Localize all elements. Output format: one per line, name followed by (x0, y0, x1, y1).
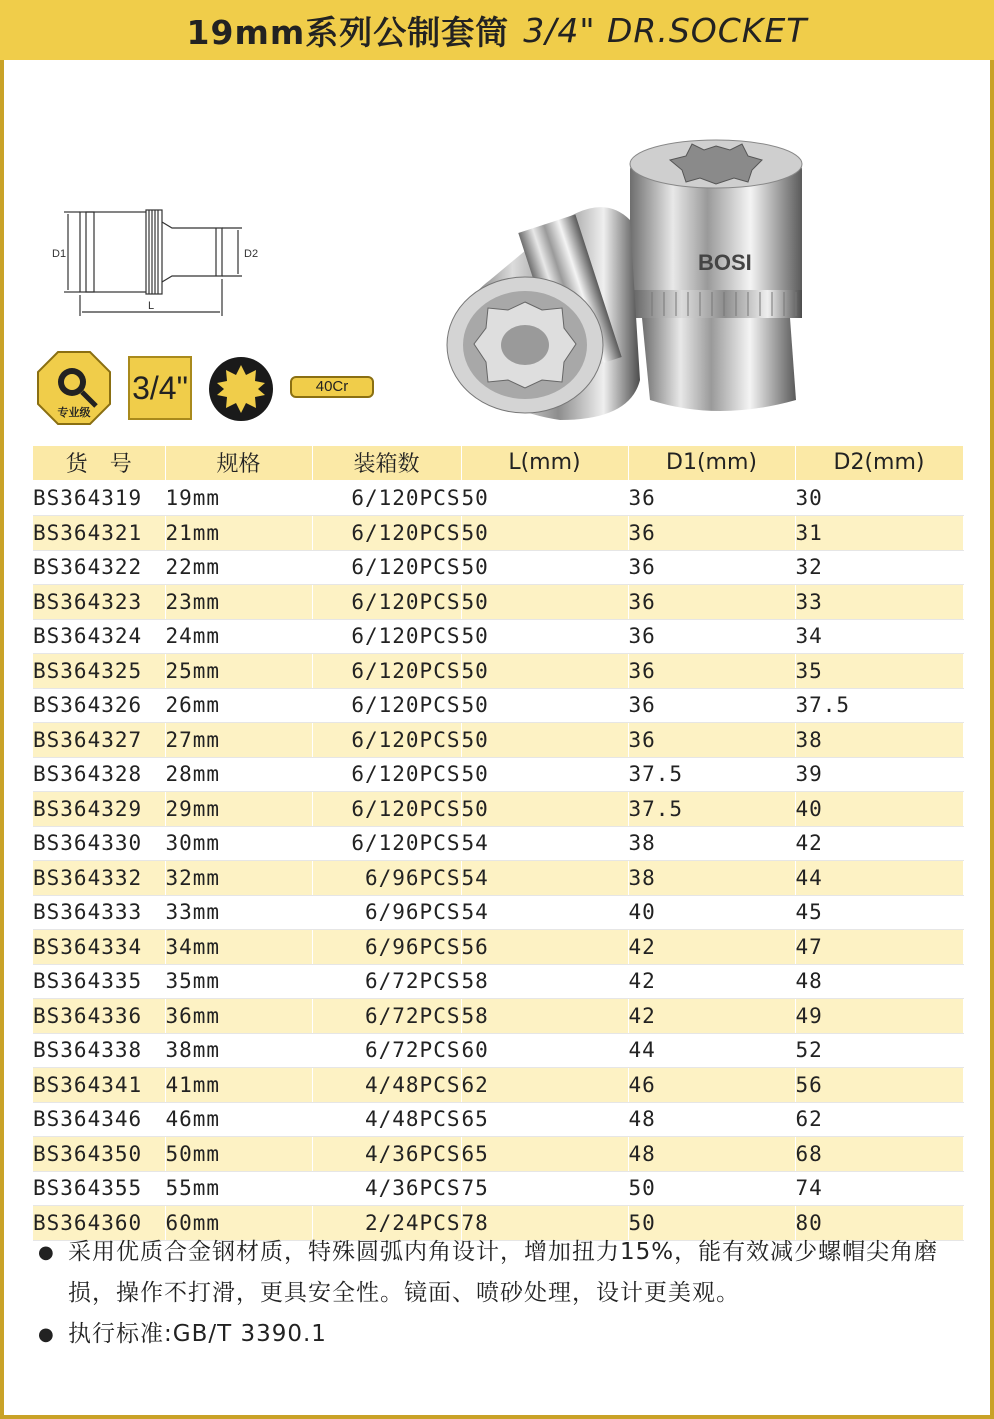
cell-l: 50 (461, 792, 628, 827)
cell-l: 54 (461, 826, 628, 861)
cell-l: 50 (461, 619, 628, 654)
cell-pack: 6/120PCS (312, 550, 461, 585)
cell-d2: 47 (795, 930, 963, 965)
header-l: L(mm) (461, 446, 628, 481)
bullet-icon: ● (38, 1242, 55, 1263)
cell-d1: 38 (628, 861, 795, 896)
cell-pack: 6/120PCS (312, 757, 461, 792)
cell-d2: 42 (795, 826, 963, 861)
cell-size: 35mm (165, 964, 312, 999)
cell-size: 26mm (165, 688, 312, 723)
table-row (33, 654, 963, 689)
table-row (33, 930, 963, 965)
cell-pack: 6/120PCS (312, 654, 461, 689)
cell-d1: 36 (628, 585, 795, 620)
cell-size: 55mm (165, 1171, 312, 1206)
cell-size: 41mm (165, 1068, 312, 1103)
cell-d2: 62 (795, 1102, 963, 1137)
cell-code: BS364322 (33, 550, 165, 585)
cell-d1: 36 (628, 654, 795, 689)
cell-d1: 46 (628, 1068, 795, 1103)
cell-d1: 36 (628, 688, 795, 723)
table-row (33, 1102, 963, 1137)
cell-pack: 6/120PCS (312, 481, 461, 516)
cell-size: 25mm (165, 654, 312, 689)
cell-pack: 6/96PCS (312, 895, 461, 930)
product-notes (38, 1232, 963, 1355)
cell-d1: 37.5 (628, 792, 795, 827)
cell-size: 50mm (165, 1137, 312, 1172)
table-row (33, 688, 963, 723)
cell-pack: 2/24PCS (312, 1206, 461, 1241)
cell-code: BS364325 (33, 654, 165, 689)
cell-code: BS364338 (33, 1033, 165, 1068)
table-row (33, 585, 963, 620)
cell-code: BS364319 (33, 481, 165, 516)
table-row (33, 1068, 963, 1103)
cell-l: 58 (461, 999, 628, 1034)
cell-size: 60mm (165, 1206, 312, 1241)
twelve-point-icon (208, 356, 274, 422)
title-bar (0, 0, 994, 60)
cell-l: 50 (461, 516, 628, 551)
cell-pack: 6/72PCS (312, 999, 461, 1034)
cell-size: 24mm (165, 619, 312, 654)
cell-d2: 30 (795, 481, 963, 516)
cell-d1: 44 (628, 1033, 795, 1068)
title-english: 3/4" DR.SOCKET (523, 10, 808, 50)
cell-d2: 38 (795, 723, 963, 758)
cell-code: BS364324 (33, 619, 165, 654)
note-text: 执行标准:GB/T 3390.1 (68, 1321, 327, 1347)
header-code: 货 号 (33, 446, 165, 481)
cell-d1: 37.5 (628, 757, 795, 792)
socket-product-photo (430, 130, 850, 430)
professional-grade-label: 专业级 (57, 406, 91, 419)
cell-d1: 36 (628, 619, 795, 654)
note-material (38, 1232, 963, 1314)
cell-pack: 6/120PCS (312, 723, 461, 758)
note-standard (38, 1314, 963, 1355)
cell-pack: 4/36PCS (312, 1171, 461, 1206)
cell-size: 46mm (165, 1102, 312, 1137)
cell-d1: 42 (628, 930, 795, 965)
cell-code: BS364335 (33, 964, 165, 999)
spec-table (33, 446, 964, 1241)
table-row (33, 999, 963, 1034)
cell-l: 50 (461, 688, 628, 723)
cell-d1: 38 (628, 826, 795, 861)
cell-d2: 80 (795, 1206, 963, 1241)
cell-d2: 45 (795, 895, 963, 930)
cell-l: 78 (461, 1206, 628, 1241)
table-row (33, 757, 963, 792)
table-row (33, 1171, 963, 1206)
cell-d2: 44 (795, 861, 963, 896)
cell-pack: 6/72PCS (312, 964, 461, 999)
cell-d1: 36 (628, 550, 795, 585)
cell-pack: 6/120PCS (312, 688, 461, 723)
table-row (33, 550, 963, 585)
photo-brand-mark: BOSI (698, 250, 752, 275)
cell-d1: 42 (628, 964, 795, 999)
cell-size: 29mm (165, 792, 312, 827)
table-row (33, 516, 963, 551)
cell-code: BS364334 (33, 930, 165, 965)
cell-d2: 31 (795, 516, 963, 551)
cell-code: BS364333 (33, 895, 165, 930)
cell-pack: 6/72PCS (312, 1033, 461, 1068)
cell-d2: 34 (795, 619, 963, 654)
cell-d1: 40 (628, 895, 795, 930)
cell-pack: 6/96PCS (312, 861, 461, 896)
cell-d1: 50 (628, 1206, 795, 1241)
cell-d2: 35 (795, 654, 963, 689)
table-row (33, 792, 963, 827)
cell-d1: 36 (628, 516, 795, 551)
table-row (33, 723, 963, 758)
cell-code: BS364329 (33, 792, 165, 827)
cell-code: BS364346 (33, 1102, 165, 1137)
note-text: 采用优质合金钢材质，特殊圆弧内角设计，增加扭力15%，能有效减少螺帽尖角磨损，操作不打滑，更具安全性。镜面、喷砂处理，设计更美观。 (68, 1239, 939, 1306)
cell-d1: 36 (628, 723, 795, 758)
cell-size: 23mm (165, 585, 312, 620)
cell-size: 21mm (165, 516, 312, 551)
drive-size-badge: 3/4" (128, 356, 192, 420)
cell-pack: 6/120PCS (312, 585, 461, 620)
cell-l: 75 (461, 1171, 628, 1206)
cell-code: BS364360 (33, 1206, 165, 1241)
diagram-label-d1: D1 (52, 248, 67, 260)
table-row (33, 1033, 963, 1068)
cell-d1: 50 (628, 1171, 795, 1206)
cell-pack: 6/120PCS (312, 619, 461, 654)
header-d1: D1(mm) (628, 446, 795, 481)
cell-size: 30mm (165, 826, 312, 861)
cell-size: 32mm (165, 861, 312, 896)
cell-pack: 4/48PCS (312, 1068, 461, 1103)
title-chinese: 19mm系列公制套筒 (186, 12, 510, 52)
cell-l: 65 (461, 1137, 628, 1172)
cell-code: BS364341 (33, 1068, 165, 1103)
diagram-label-d2: D2 (244, 248, 259, 260)
cell-size: 27mm (165, 723, 312, 758)
professional-grade-icon (36, 350, 112, 426)
cell-d1: 48 (628, 1137, 795, 1172)
cell-d2: 37.5 (795, 688, 963, 723)
cell-d2: 40 (795, 792, 963, 827)
material-badge: 40Cr (290, 376, 374, 398)
cell-code: BS364332 (33, 861, 165, 896)
cell-d2: 32 (795, 550, 963, 585)
cell-d2: 74 (795, 1171, 963, 1206)
cell-size: 28mm (165, 757, 312, 792)
table-row (33, 481, 963, 516)
cell-d1: 48 (628, 1102, 795, 1137)
cell-l: 56 (461, 930, 628, 965)
cell-d2: 49 (795, 999, 963, 1034)
cell-size: 34mm (165, 930, 312, 965)
table-row (33, 895, 963, 930)
cell-l: 50 (461, 757, 628, 792)
cell-code: BS364328 (33, 757, 165, 792)
cell-size: 19mm (165, 481, 312, 516)
cell-l: 50 (461, 481, 628, 516)
cell-d2: 39 (795, 757, 963, 792)
cell-l: 50 (461, 723, 628, 758)
cell-d2: 56 (795, 1068, 963, 1103)
cell-size: 33mm (165, 895, 312, 930)
cell-pack: 6/120PCS (312, 792, 461, 827)
cell-d2: 48 (795, 964, 963, 999)
cell-size: 22mm (165, 550, 312, 585)
socket-dimension-diagram (46, 200, 276, 325)
table-row (33, 1137, 963, 1172)
cell-l: 58 (461, 964, 628, 999)
cell-pack: 4/36PCS (312, 1137, 461, 1172)
cell-code: BS364321 (33, 516, 165, 551)
cell-code: BS364336 (33, 999, 165, 1034)
table-row (33, 826, 963, 861)
cell-d2: 33 (795, 585, 963, 620)
cell-l: 60 (461, 1033, 628, 1068)
cell-l: 54 (461, 895, 628, 930)
cell-d2: 68 (795, 1137, 963, 1172)
cell-l: 50 (461, 550, 628, 585)
header-size: 规格 (165, 446, 312, 481)
diagram-label-l: L (148, 300, 155, 312)
cell-code: BS364330 (33, 826, 165, 861)
table-header-row (33, 446, 963, 481)
cell-d2: 52 (795, 1033, 963, 1068)
table-row (33, 964, 963, 999)
cell-l: 54 (461, 861, 628, 896)
cell-l: 62 (461, 1068, 628, 1103)
cell-l: 50 (461, 654, 628, 689)
bullet-icon: ● (38, 1324, 55, 1345)
header-pack: 装箱数 (312, 446, 461, 481)
cell-code: BS364323 (33, 585, 165, 620)
cell-pack: 6/120PCS (312, 516, 461, 551)
cell-code: BS364350 (33, 1137, 165, 1172)
cell-l: 65 (461, 1102, 628, 1137)
table-row (33, 861, 963, 896)
cell-pack: 6/120PCS (312, 826, 461, 861)
cell-code: BS364355 (33, 1171, 165, 1206)
cell-size: 36mm (165, 999, 312, 1034)
cell-code: BS364326 (33, 688, 165, 723)
cell-d1: 36 (628, 481, 795, 516)
table-row (33, 619, 963, 654)
cell-pack: 6/96PCS (312, 930, 461, 965)
cell-l: 50 (461, 585, 628, 620)
cell-d1: 42 (628, 999, 795, 1034)
header-d2: D2(mm) (795, 446, 963, 481)
cell-code: BS364327 (33, 723, 165, 758)
cell-size: 38mm (165, 1033, 312, 1068)
cell-pack: 4/48PCS (312, 1102, 461, 1137)
